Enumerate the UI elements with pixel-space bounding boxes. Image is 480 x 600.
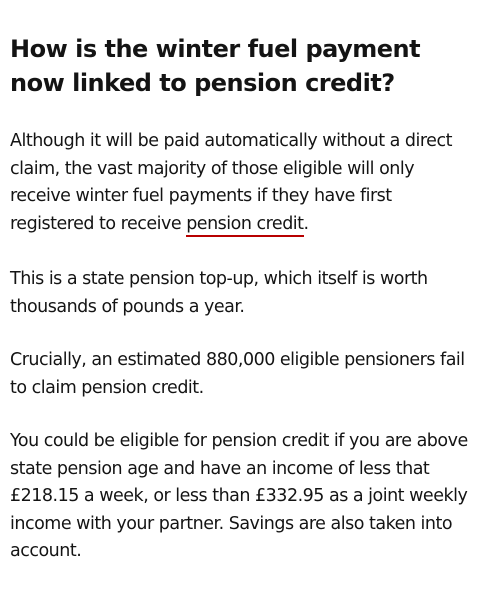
paragraph-unclaimed: Crucially, an estimated 880,000 eligible pensioners fail to claim pension credit.: [10, 350, 465, 398]
paragraph-eligibility-end: .: [303, 213, 309, 234]
paragraph-top-up: This is a state pension top-up, which itself is worth thousands of pounds a year.: [10, 269, 428, 317]
paragraph-eligibility-text: Although it will be paid automatically without a direct claim, the vast majority of those eligible will only receive winter fuel payments if they have first registered to receive: [10, 131, 452, 234]
article-heading: How is the winter fuel payment now linked to pension credit?: [10, 35, 421, 97]
paragraph-eligibility: [10, 128, 476, 238]
article-body: [10, 32, 476, 566]
pension-credit-link[interactable]: pension credit: [186, 214, 303, 237]
paragraph-income-threshold: You could be eligible for pension credit if you are above state pension age and have an income of less that £218.15 a week, or less than £332.95 as a joint weekly income with your partner. Savings are also taken into account.: [10, 431, 468, 561]
